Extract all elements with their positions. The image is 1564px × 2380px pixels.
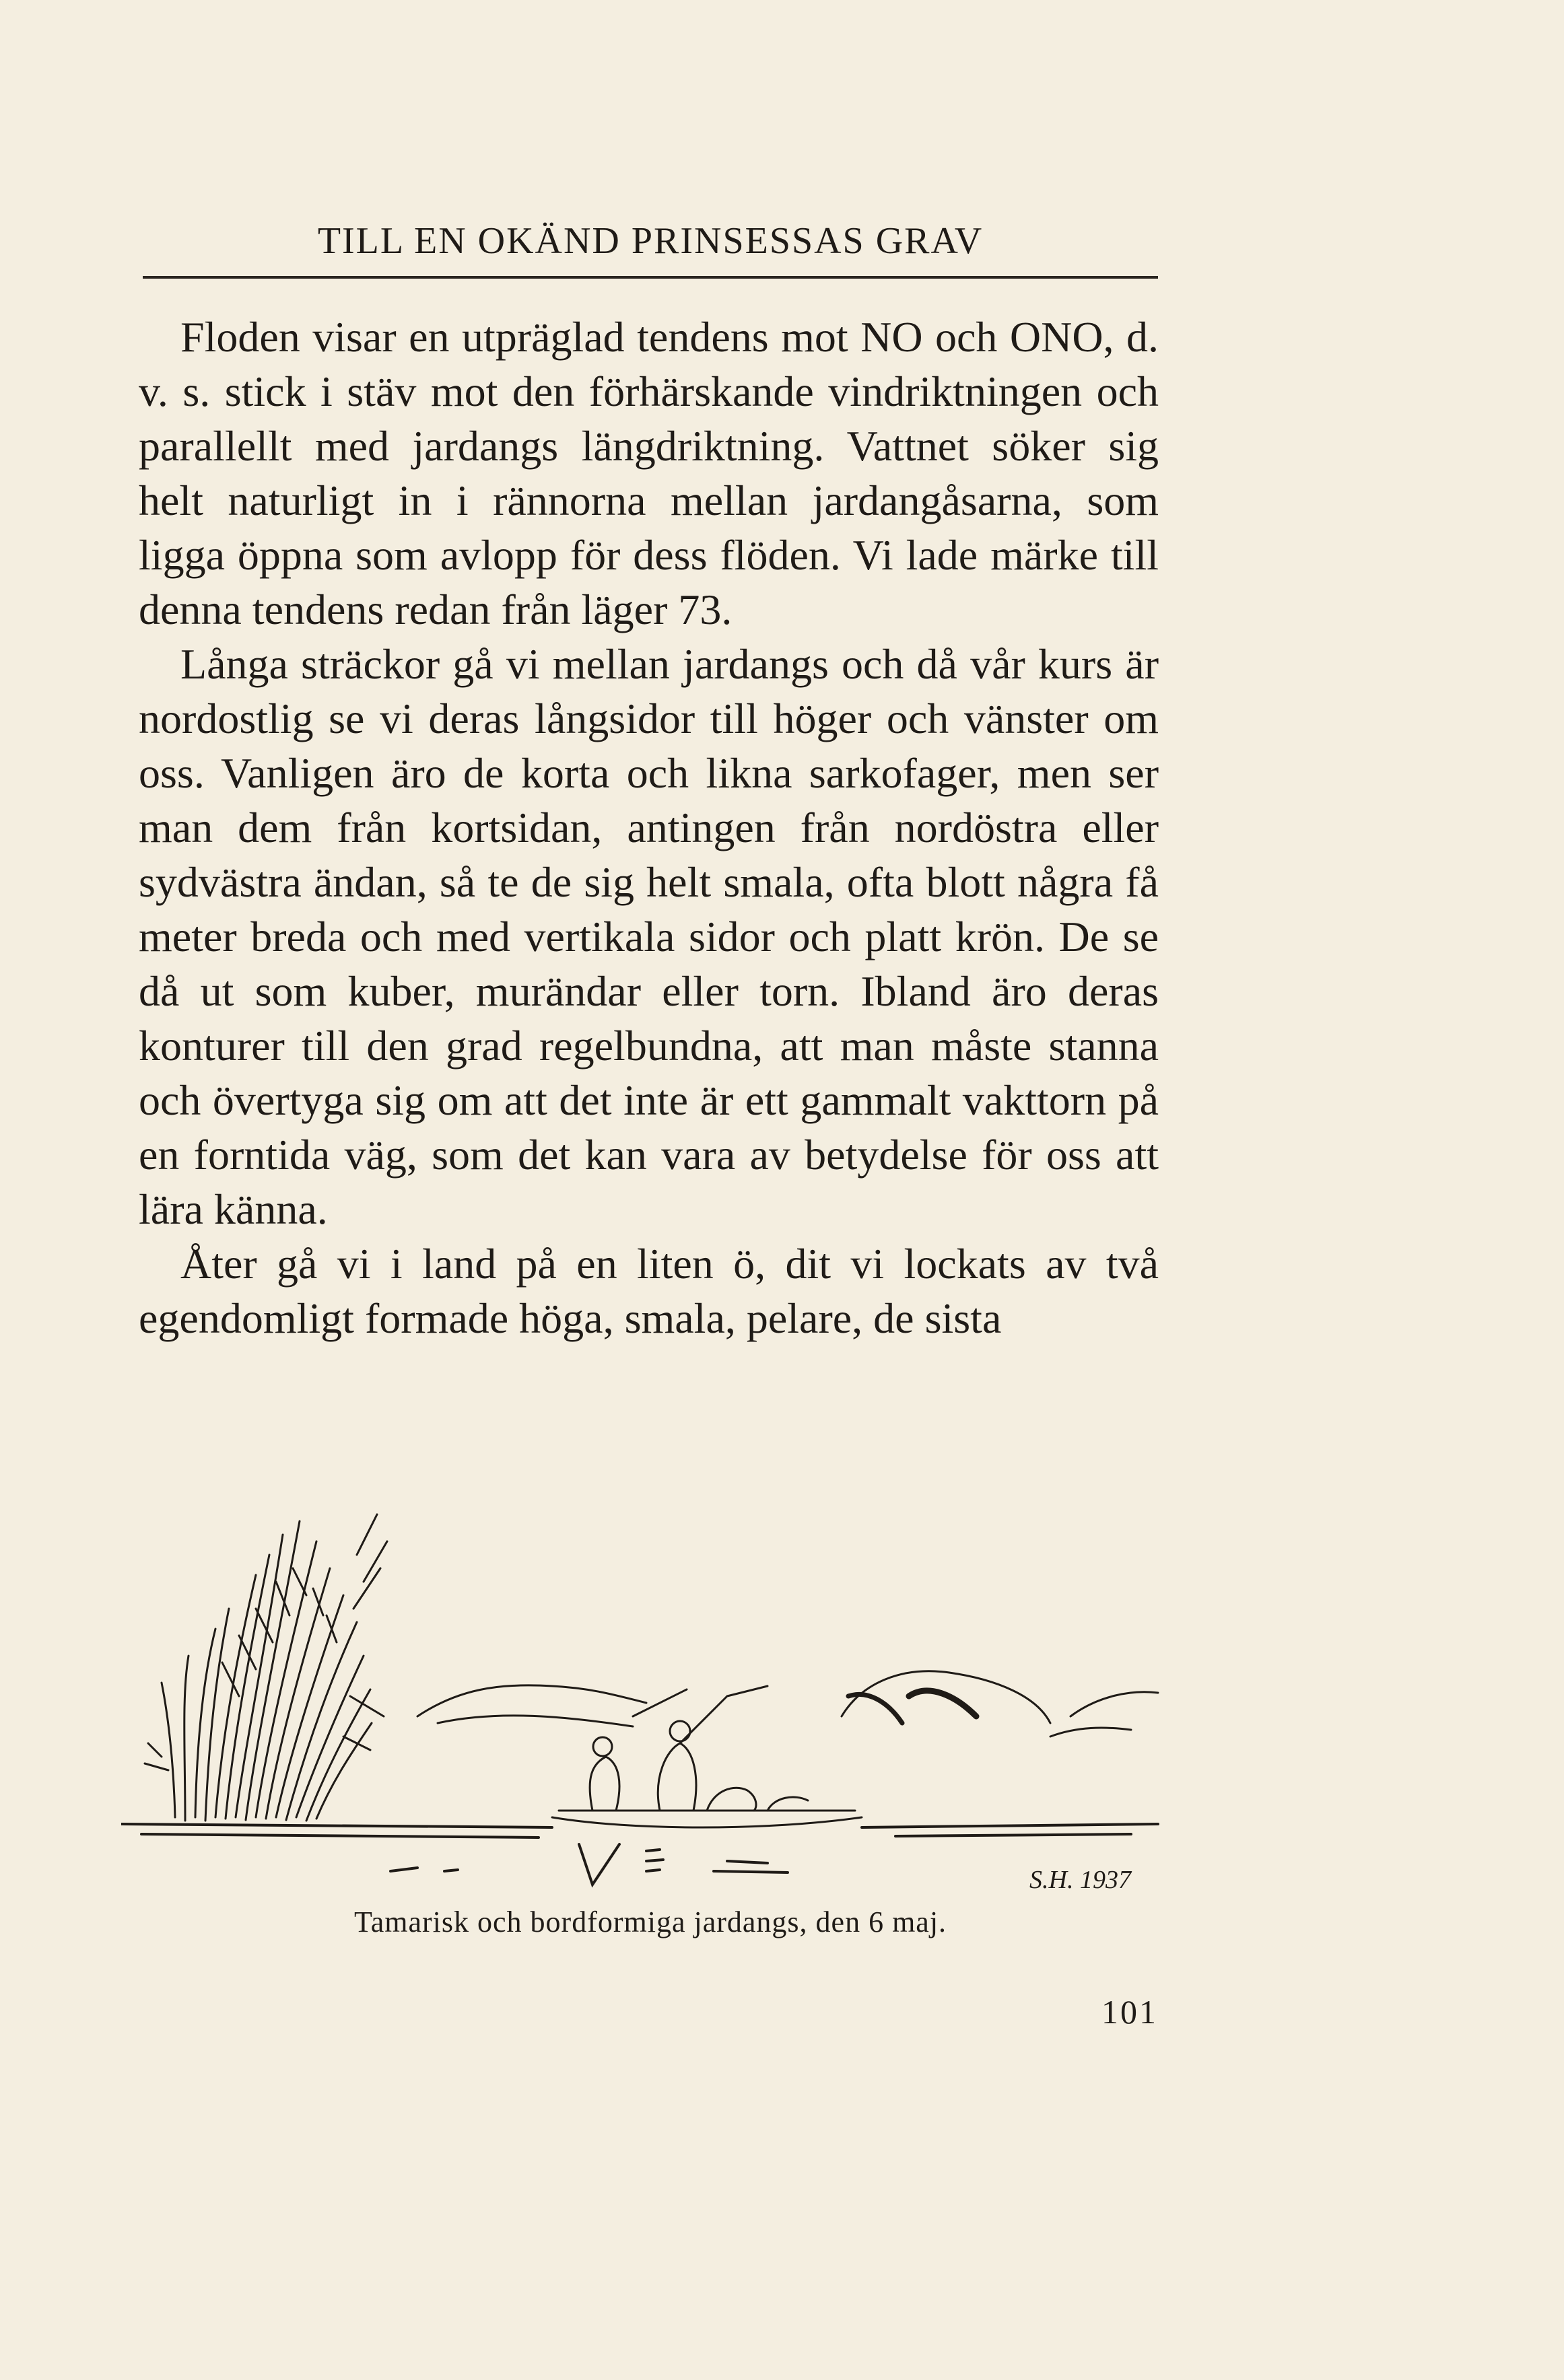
page-number: 101 — [1101, 1993, 1158, 2031]
paragraph-2: Långa sträckor gå vi mellan jardangs och då vår kurs är nordostlig se vi deras långsidor till höger och vänster om oss. Vanligen äro de korta och likna sarkofager, men ser man dem från kortsidan, antingen från nordöstra eller sydvästra ändan, så te de sig helt smala, ofta blott några få meter breda och med vertikala sidor och platt krön. De se då ut som kuber, murändar eller torn. Ibland äro deras konturer till den grad regelbundna, att man måste stanna och övertyga sig om att det inte är ett gammalt vakttorn på en forntida väg, som det kan vara av betydelse för oss att lära känna. — [139, 640, 1159, 1233]
header-rule — [143, 276, 1158, 279]
tamarisk-reeds-drawing — [145, 1514, 387, 1821]
jardang-hills-drawing — [417, 1671, 1158, 1737]
paragraph-1: Floden visar en utpräglad tendens mot NO och ONO, d. v. s. stick i stäv mot den förhärskande vindriktningen och parallellt med jardangs längdriktning. Vattnet söker sig helt naturligt in i rännorna mellan jardangåsarna, som ligga öppna som avlopp för dess flöden. Vi lade märke till denna tendens redan från läger 73. — [139, 313, 1159, 633]
figure-caption: Tamarisk och bordformiga jardangs, den 6 maj. — [353, 1905, 947, 1938]
water-lines-drawing — [121, 1824, 1158, 1885]
artist-signature: S.H. 1937 — [1029, 1866, 1131, 1894]
paragraph-3: Åter gå vi i land på en liten ö, dit vi lockats av två egendomligt formade höga, smala, pelare, de sista — [139, 1240, 1159, 1342]
boat-with-people-drawing — [552, 1686, 862, 1827]
running-head: TILL EN OKÄND PRINSESSAS GRAV — [317, 220, 984, 262]
ink-sketch-illustration — [121, 1494, 1171, 1898]
body-text — [139, 310, 1159, 1345]
